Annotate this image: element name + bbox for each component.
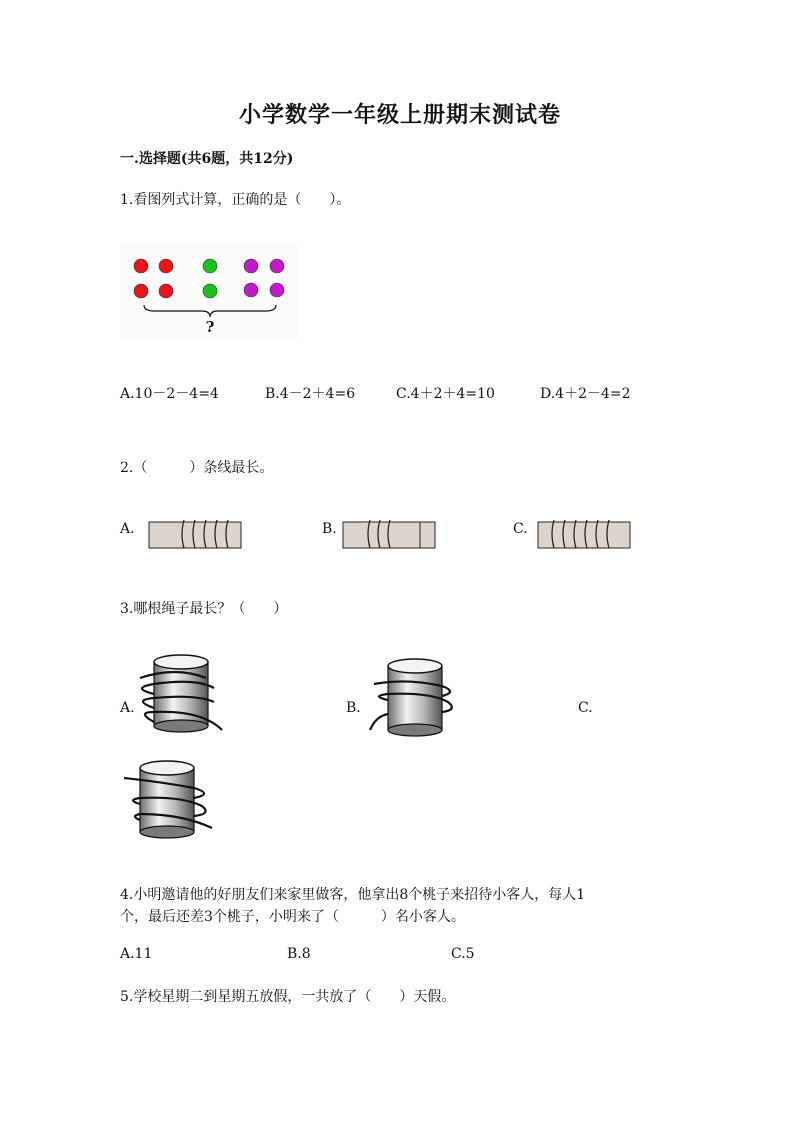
section-heading: 一.选择题(共6题，共12分) — [120, 151, 294, 167]
q3-option-b[interactable]: B. — [346, 700, 361, 716]
purple-dot — [244, 283, 258, 297]
q2-coil-b — [342, 516, 437, 550]
purple-dot — [270, 283, 284, 297]
question-1-figure — [120, 243, 300, 338]
red-dot — [159, 284, 173, 298]
q1-option-a[interactable]: A.10－2－4=4 — [120, 386, 219, 402]
question-1-text: 1.看图列式计算，正确的是（ ）。 — [120, 192, 351, 208]
q3-rope-c — [122, 758, 218, 840]
q4-option-b[interactable]: B.8 — [287, 946, 311, 962]
q1-option-b[interactable]: B.4－2＋4=6 — [265, 386, 356, 402]
red-dot — [159, 259, 173, 273]
q2-option-a[interactable]: A. — [120, 521, 135, 537]
q3-rope-a — [136, 652, 226, 734]
red-dot — [134, 259, 148, 273]
q2-coil-c — [537, 516, 632, 550]
question-4-text-line1: 4.小明邀请他的好朋友们来家里做客，他拿出8个桃子来招待小客人，每人1 — [120, 887, 586, 903]
q2-option-b[interactable]: B. — [322, 521, 337, 537]
q3-option-a[interactable]: A. — [120, 700, 135, 716]
page-title: 小学数学一年级上册期末测试卷 — [238, 102, 561, 128]
q4-option-a[interactable]: A.11 — [120, 946, 153, 962]
question-3-text: 3.哪根绳子最长？（ ） — [120, 601, 288, 617]
question-4-text-line2: 个，最后还差3个桃子，小明来了（ ）名小客人。 — [120, 909, 465, 925]
q2-option-c[interactable]: C. — [513, 521, 528, 537]
question-5-text: 5.学校星期二到星期五放假，一共放了（ ）天假。 — [120, 989, 456, 1005]
red-dot — [134, 284, 148, 298]
question-2-text: 2.（ ）条线最长。 — [120, 460, 274, 476]
q2-coil-a — [148, 516, 242, 550]
q4-option-c[interactable]: C.5 — [451, 946, 475, 962]
purple-dot — [244, 259, 258, 273]
figure-question-mark: ? — [205, 318, 215, 336]
green-dot — [203, 259, 217, 273]
green-dot — [203, 284, 217, 298]
q1-option-d[interactable]: D.4＋2－4=2 — [540, 386, 631, 402]
q1-option-c[interactable]: C.4＋2＋4=10 — [396, 386, 495, 402]
purple-dot — [270, 259, 284, 273]
q3-option-c[interactable]: C. — [578, 700, 593, 716]
q3-rope-b — [366, 656, 462, 738]
